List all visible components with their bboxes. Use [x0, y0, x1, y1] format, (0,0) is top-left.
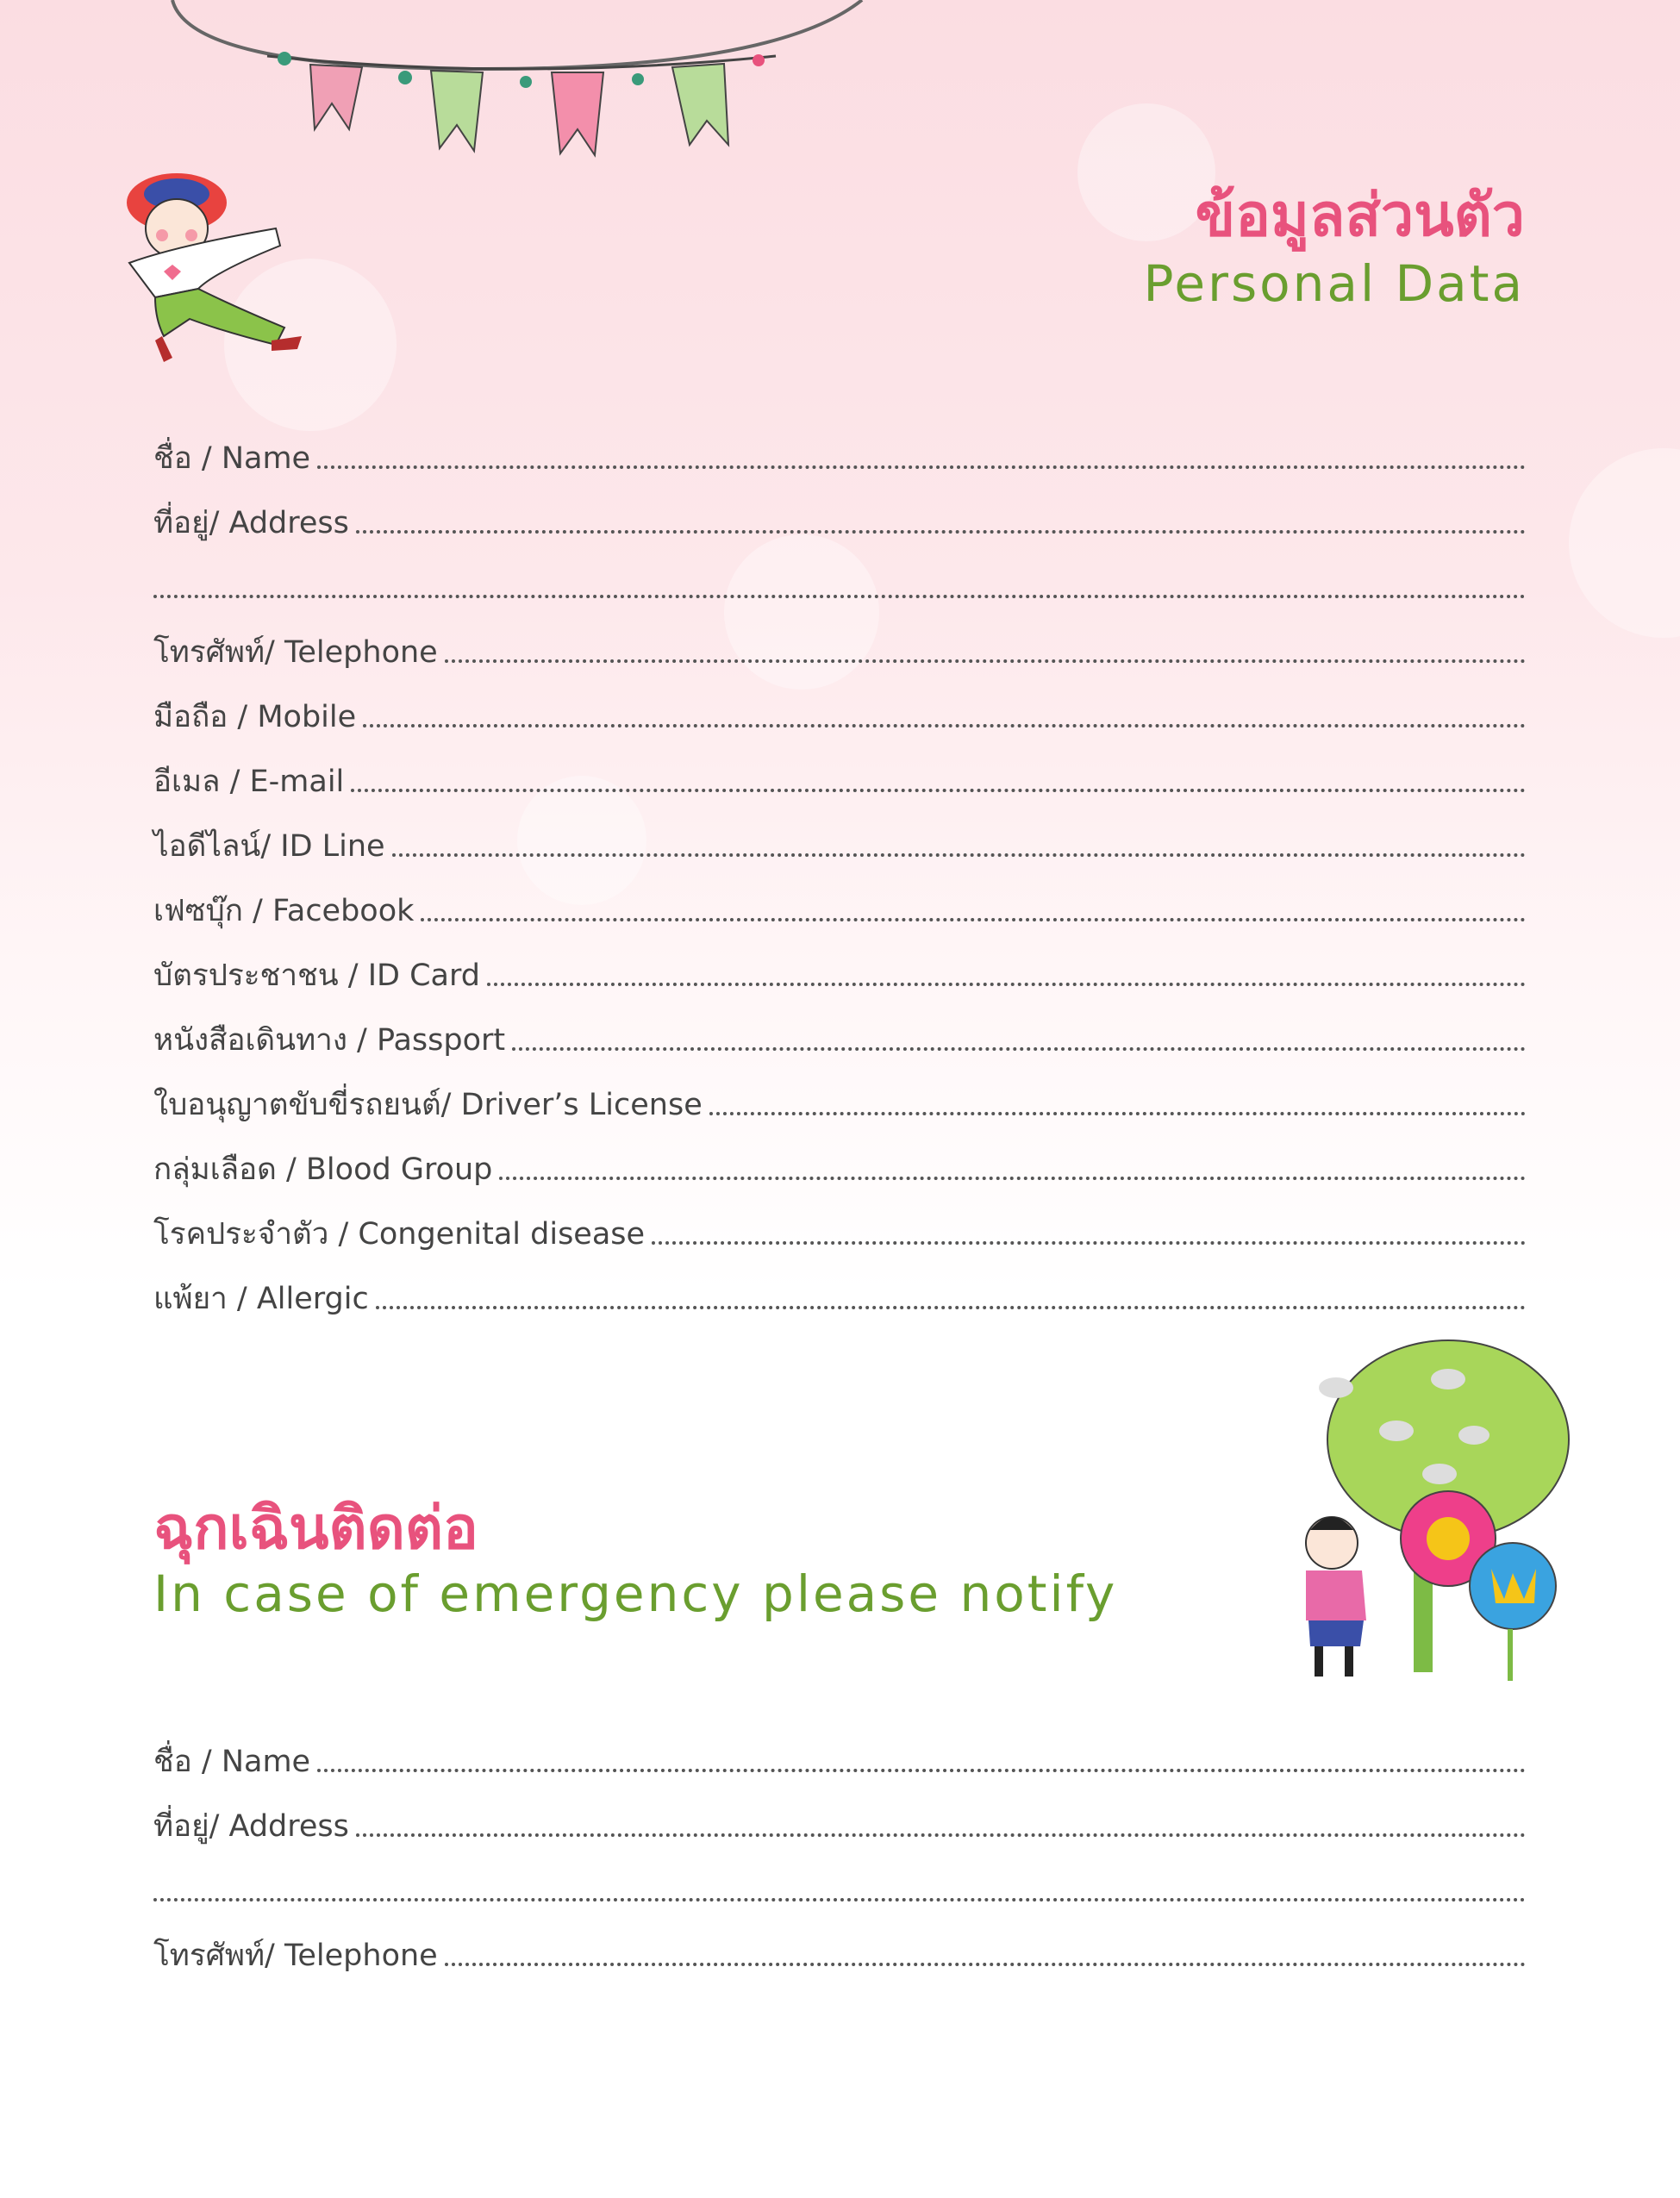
field-row: [153, 1142, 1526, 1185]
field-row: [153, 819, 1526, 862]
field-label: โรคประจำตัว / Congenital disease: [153, 1217, 646, 1252]
field-label: เฟซบุ๊ก / Facebook: [153, 894, 415, 928]
field-row: [153, 1077, 1526, 1121]
dotted-entry-line[interactable]: [392, 853, 1526, 857]
dotted-entry-line[interactable]: [317, 465, 1526, 469]
field-row: [153, 560, 1526, 603]
field-label: หนังสือเดินทาง / Passport: [153, 1023, 506, 1058]
field-label: ชื่อ / Name: [153, 1745, 311, 1779]
dotted-entry-line[interactable]: [363, 724, 1526, 727]
dotted-entry-line[interactable]: [351, 789, 1526, 792]
dotted-entry-line[interactable]: [512, 1047, 1526, 1051]
personal-title-thai: ข้อมูลส่วนตัว: [1195, 182, 1525, 250]
field-label: ที่อยู่/ Address: [153, 506, 349, 540]
dotted-entry-line[interactable]: [153, 1898, 1526, 1901]
personal-title-english: Personal Data: [1143, 254, 1525, 313]
field-row: [153, 1928, 1526, 1971]
field-label: แพ้ยา / Allergic: [153, 1282, 369, 1316]
field-label: โทรศัพท์/ Telephone: [153, 1939, 438, 1973]
field-label: กลุ่มเลือด / Blood Group: [153, 1152, 493, 1187]
dotted-entry-line[interactable]: [356, 1833, 1526, 1837]
bunting-garland-illustration: [0, 0, 1680, 172]
dotted-entry-line[interactable]: [499, 1177, 1526, 1180]
field-row: [153, 431, 1526, 474]
dotted-entry-line[interactable]: [356, 530, 1526, 534]
field-row: [153, 496, 1526, 539]
field-row: [153, 690, 1526, 733]
dotted-entry-line[interactable]: [652, 1241, 1526, 1245]
field-label: มือถือ / Mobile: [153, 700, 357, 734]
field-label: โทรศัพท์/ Telephone: [153, 635, 438, 670]
field-row: [153, 1013, 1526, 1056]
field-row: [153, 754, 1526, 797]
tree-child-flowers-illustration: [1284, 1345, 1569, 1689]
field-row: [153, 884, 1526, 927]
field-row: [153, 625, 1526, 668]
dotted-entry-line[interactable]: [709, 1112, 1526, 1115]
emergency-title-english: In case of emergency please notify: [153, 1564, 1118, 1623]
field-label: ไอดีไลน์/ ID Line: [153, 829, 385, 864]
field-row: [153, 948, 1526, 991]
dotted-entry-line[interactable]: [317, 1769, 1526, 1772]
field-row: [153, 1207, 1526, 1250]
field-row: [153, 1864, 1526, 1907]
field-row: [153, 1734, 1526, 1777]
dotted-entry-line[interactable]: [487, 983, 1526, 986]
dotted-entry-line[interactable]: [421, 918, 1526, 921]
dotted-entry-line[interactable]: [445, 1963, 1526, 1966]
field-row: [153, 1271, 1526, 1314]
field-label: ชื่อ / Name: [153, 441, 311, 476]
field-label: ใบอนุญาตขับขี่รถยนต์/ Driver’s License: [153, 1088, 703, 1122]
dancing-person-illustration: [95, 159, 336, 366]
field-label: ที่อยู่/ Address: [153, 1809, 349, 1844]
dotted-entry-line[interactable]: [445, 659, 1526, 663]
emergency-title-thai: ฉุกเฉินติดต่อ: [153, 1495, 478, 1563]
field-label: อีเมล / E-mail: [153, 765, 345, 799]
dotted-entry-line[interactable]: [376, 1306, 1526, 1309]
field-label: บัตรประชาชน / ID Card: [153, 959, 480, 993]
dotted-entry-line[interactable]: [153, 595, 1526, 598]
field-row: [153, 1799, 1526, 1842]
